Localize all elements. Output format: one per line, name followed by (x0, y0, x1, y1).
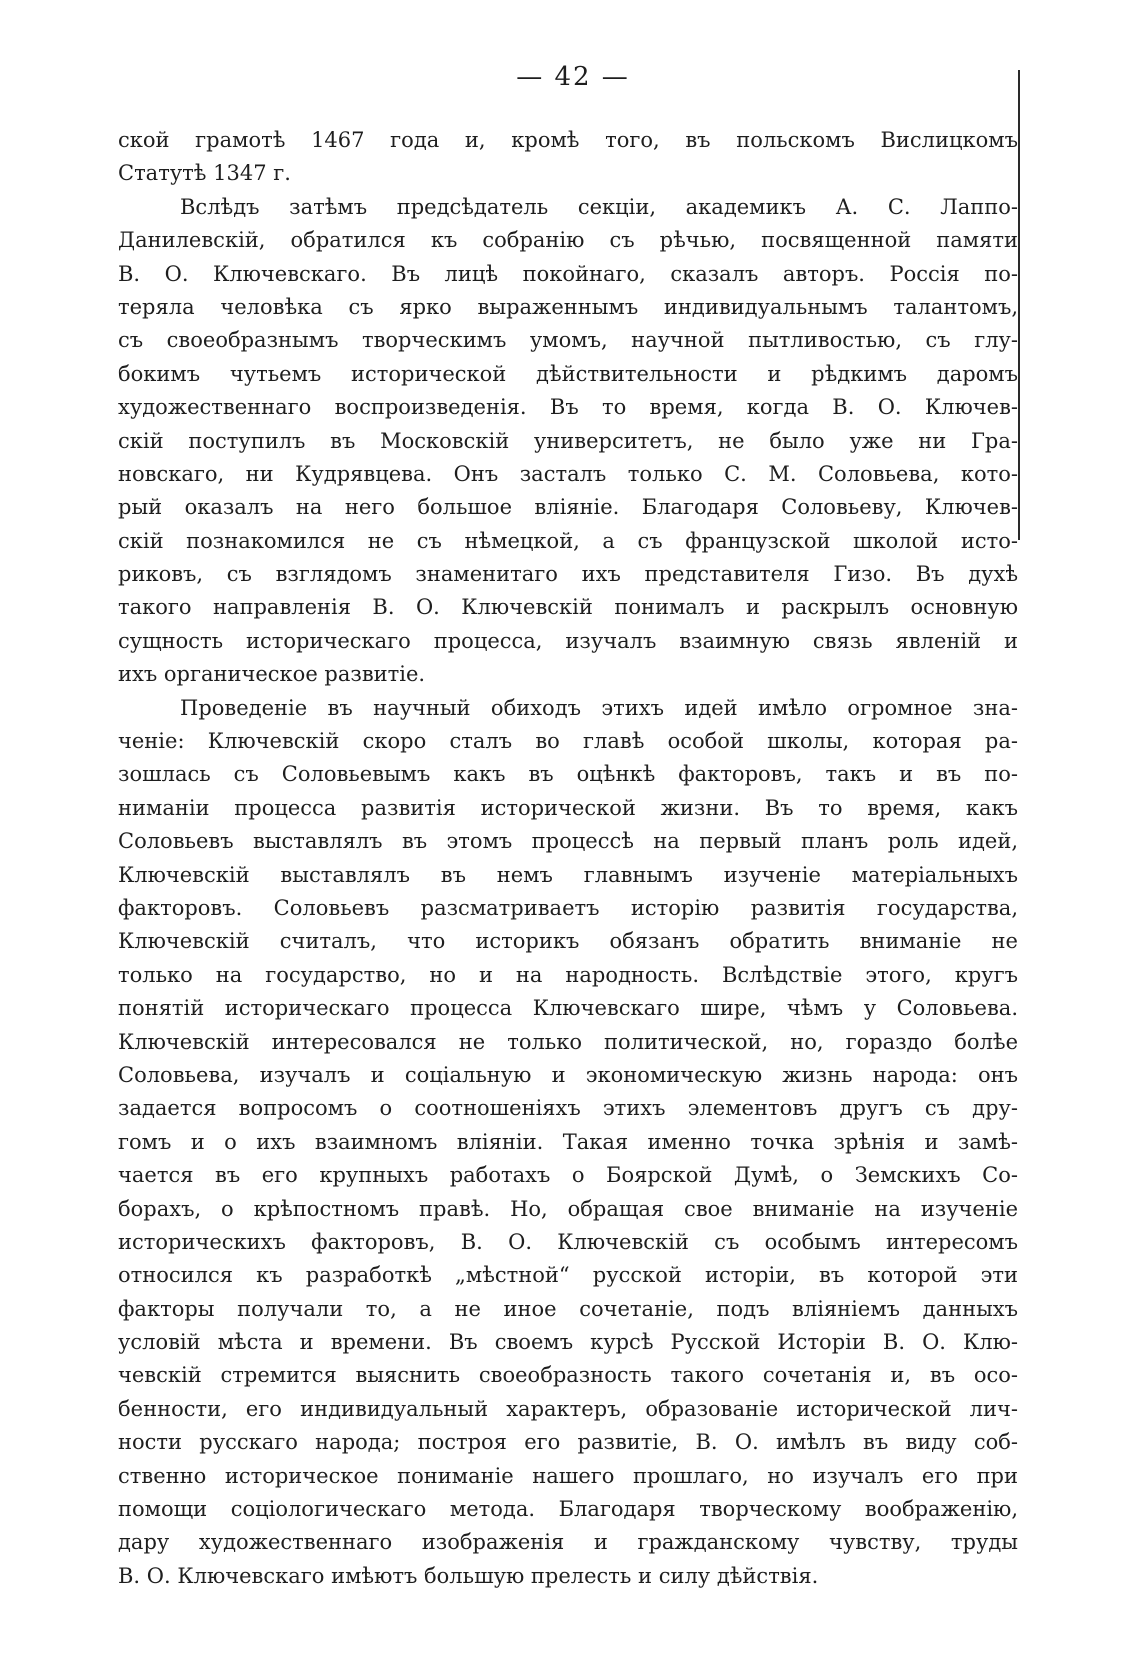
text-line: бенности, его индивидуальный характеръ, образованіе исторической лич- (118, 1396, 1018, 1421)
text-line: только на государство, но и на народность. Вслѣдствіе этого, кругъ (118, 962, 1018, 987)
text-line: ности русскаго народа; построя его развитіе, В. О. имѣлъ въ виду соб- (118, 1430, 1018, 1455)
text-line: Соловьева, изучалъ и соціальную и экономическую жизнь народа: онъ (118, 1062, 1018, 1087)
text-line: Ключевскій считалъ, что историкъ обязанъ обратить вниманіе не (118, 929, 1018, 954)
text-line: чается въ его крупныхъ работахъ о Боярской Думѣ, о Земскихъ Со- (118, 1163, 1018, 1188)
text-line: гомъ и о ихъ взаимномъ вліяніи. Такая именно точка зрѣнія и замѣ- (118, 1129, 1018, 1154)
text-line: понятій историческаго процесса Ключевскаго шире, чѣмъ у Соловьева. (118, 996, 1018, 1021)
text-line: ственно историческое пониманіе нашего прошлаго, но изучалъ его при (118, 1463, 1018, 1488)
text-line: Данилевскій, обратился къ собранію съ рѣчью, посвященной памяти (118, 228, 1018, 253)
text-line: чевскій стремится выяснить своеобразность такого сочетанія и, въ осо- (118, 1363, 1018, 1388)
text-line: новскаго, ни Кудрявцева. Онъ засталъ только С. М. Соловьева, кото- (118, 461, 1018, 486)
text-line: такого направленія В. О. Ключевскій понималъ и раскрылъ основную (118, 595, 1018, 620)
text-line: зошлась съ Соловьевымъ какъ въ оцѣнкѣ факторовъ, такъ и въ по- (118, 762, 1018, 787)
text-line: бокимъ чутьемъ исторической дѣйствительности и рѣдкимъ даромъ (118, 361, 1018, 386)
text-line: скій познакомился не съ нѣмецкой, а съ французской школой исто- (118, 528, 1018, 553)
text-line: ской грамотѣ 1467 года и, кромѣ того, въ польскомъ Вислицкомъ (118, 128, 1018, 152)
text-line: Проведеніе въ научный обиходъ этихъ идей имѣло огромное зна- (180, 695, 1018, 720)
text-line: В. О. Ключевскаго имѣютъ большую прелесть и силу дѣйствія. (118, 1563, 819, 1588)
text-line: ихъ органическое развитіе. (118, 662, 426, 687)
text-line: В. О. Ключевскаго. Въ лицѣ покойнаго, сказалъ авторъ. Россія по- (118, 261, 1018, 286)
text-line: теряла человѣка съ ярко выраженнымъ индивидуальнымъ талантомъ, (118, 294, 1018, 319)
text-line: борахъ, о крѣпостномъ правѣ. Но, обращая свое вниманіе на изученіе (118, 1196, 1018, 1221)
text-line: Вслѣдъ затѣмъ предсѣдатель секціи, академикъ А. С. Лаппо- (180, 194, 1018, 219)
text-line: задается вопросомъ о соотношеніяхъ этихъ элементовъ другъ съ дру- (118, 1096, 1018, 1121)
text-line: Статутѣ 1347 г. (118, 161, 291, 186)
text-line: условій мѣста и времени. Въ своемъ курсѣ Русской Исторіи В. О. Клю- (118, 1330, 1018, 1355)
text-line: ченіе: Ключевскій скоро сталъ во главѣ особой школы, которая ра- (118, 729, 1018, 754)
text-line: съ своеобразнымъ творческимъ умомъ, научной пытливостью, съ глу- (118, 328, 1018, 353)
text-line: факторовъ. Соловьевъ разсматриваетъ исторію развитія государства, (118, 895, 1018, 920)
text-line: факторы получали то, а не иное сочетаніе, подъ вліяніемъ данныхъ (118, 1296, 1018, 1321)
text-line: историческихъ факторовъ, В. О. Ключевскій съ особымъ интересомъ (118, 1229, 1018, 1254)
text-line: относился къ разработкѣ „мѣстной“ русской исторіи, въ которой эти (118, 1263, 1018, 1288)
body-text (118, 124, 1018, 1593)
text-line: художественнаго воспроизведенія. Въ то время, когда В. О. Ключев- (118, 395, 1018, 420)
text-line: дару художественнаго изображенія и гражданскому чувству, труды (118, 1530, 1018, 1555)
text-line: рый оказалъ на него большое вліяніе. Благодаря Соловьеву, Ключев- (118, 495, 1018, 520)
text-line: ниманіи процесса развитія исторической жизни. Въ то время, какъ (118, 795, 1018, 820)
text-line: скій поступилъ въ Московскій университетъ, не было уже ни Гра- (118, 428, 1018, 453)
margin-rule (1018, 70, 1020, 540)
text-line: Ключевскій выставлялъ въ немъ главнымъ изученіе матеріальныхъ (118, 862, 1018, 887)
page-number: — 42 — (516, 62, 630, 92)
text-line: сущность историческаго процесса, изучалъ взаимную связь явленій и (118, 628, 1018, 653)
text-line: Ключевскій интересовался не только политической, но, гораздо болѣе (118, 1029, 1018, 1054)
text-line: риковъ, съ взглядомъ знаменитаго ихъ представителя Гизо. Въ духѣ (118, 562, 1018, 587)
text-line: помощи соціологическаго метода. Благодаря творческому воображенію, (118, 1497, 1018, 1522)
text-line: Соловьевъ выставлялъ въ этомъ процессѣ на первый планъ роль идей, (118, 829, 1018, 854)
